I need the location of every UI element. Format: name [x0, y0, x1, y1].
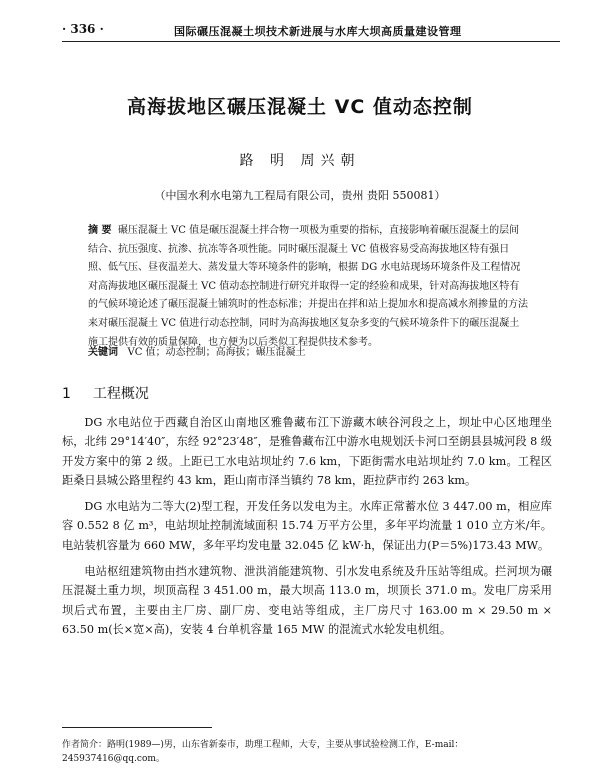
journal-title: 国际碾压混凝土坝技术新进展与水库大坝高质量建设管理	[174, 25, 462, 38]
footnote-rule	[62, 727, 212, 728]
section-heading	[62, 383, 149, 403]
abstract	[88, 222, 528, 352]
page-number: · 336 ·	[62, 22, 104, 36]
body-text	[62, 413, 552, 646]
authors: 路 明 周兴朝	[239, 153, 361, 169]
header-rule	[62, 41, 560, 42]
author-footnote: 作者简介：路明(1989—)男，山东省新泰市，助理工程师，大专，主要从事试验检测工作，E-mail：245937416@qq.com。	[62, 740, 464, 764]
affiliation: （中国水利水电第九工程局有限公司，贵州 贵阳 550081）	[154, 189, 446, 202]
section-number: 1	[62, 386, 71, 402]
keywords-text: VC 值；动态控制；高海拔；碾压混凝土	[127, 347, 306, 358]
paragraph: DG 水电站为二等大(2)型工程，开发任务以发电为主。水库正常蓄水位 3 447.00 m，相应库容 0.552 8 亿 m³，电站坝址控制流域面积 15.74 万平方公里，多年平均流量 1 010 立方米/年。电站装机容量为 660 MW，多年平均发电量 32.045 亿 kW·h，保证出力(P＝5%)173.43 MW。	[62, 500, 552, 552]
paragraph: DG 水电站位于西藏自治区山南地区雅鲁藏布江下游藏木峡谷河段之上，坝址中心区地理坐标，北纬 29°14′40″，东经 92°23′48″，是雅鲁藏布江中游水电规划沃卡河口至朗县县城河段 8 级开发方案中的第 2 级。上距已工水电站坝址约 7.6 km，下距街需水电站坝址约 7.0 km。工程区距桑日县城公路里程约 43 km，距山南市泽当镇约 78 km，距拉萨市约 263 km。	[62, 416, 552, 487]
abstract-text: 碾压混凝土 VC 值是碾压混凝土拌合物一项极为重要的指标，直接影响着碾压混凝土的层间结合、抗压强度、抗渗、抗冻等各项性能。同时碾压混凝土 VC 值极容易受高海拔地区特有强日照、低气压、昼夜温差大、蒸发量大等环境条件的影响，根据 DG 水电站现场环境条件及工程情况对高海拔地区碾压混凝土 VC 值动态控制进行研究并取得一定的经验和成果，针对高海拔地区特有的气候环境论述了碾压混凝土铺筑时的性态标准；并提出在拌和站上提加水和提高减水剂掺量的方法来对碾压混凝土 VC 值进行动态控制，同时为高海拔地区复杂多变的气候环境条件下的碾压混凝土施工提供有效的质量保障，也方便为以后类似工程提供技术参考。	[88, 225, 528, 348]
running-header	[62, 22, 560, 38]
keywords	[88, 345, 528, 361]
section-title: 工程概况	[92, 386, 149, 402]
keywords-label: 关键词	[88, 347, 118, 358]
abstract-label: 摘 要	[88, 225, 112, 236]
paper-title: 高海拔地区碾压混凝土 VC 值动态控制	[127, 96, 473, 118]
paragraph: 电站枢纽建筑物由挡水建筑物、泄洪消能建筑物、引水发电系统及升压站等组成。拦河坝为碾压混凝土重力坝，坝顶高程 3 451.00 m，最大坝高 113.0 m，坝顶长 371.0 m。发电厂房采用坝后式布置，主要由主厂房、副厂房、变电站等组成，主厂房尺寸 163.00 m × 29.50 m × 63.50 m(长×宽×高)，安装 4 台单机容量 165 MW 的混流式水轮发电机组。	[62, 565, 552, 636]
